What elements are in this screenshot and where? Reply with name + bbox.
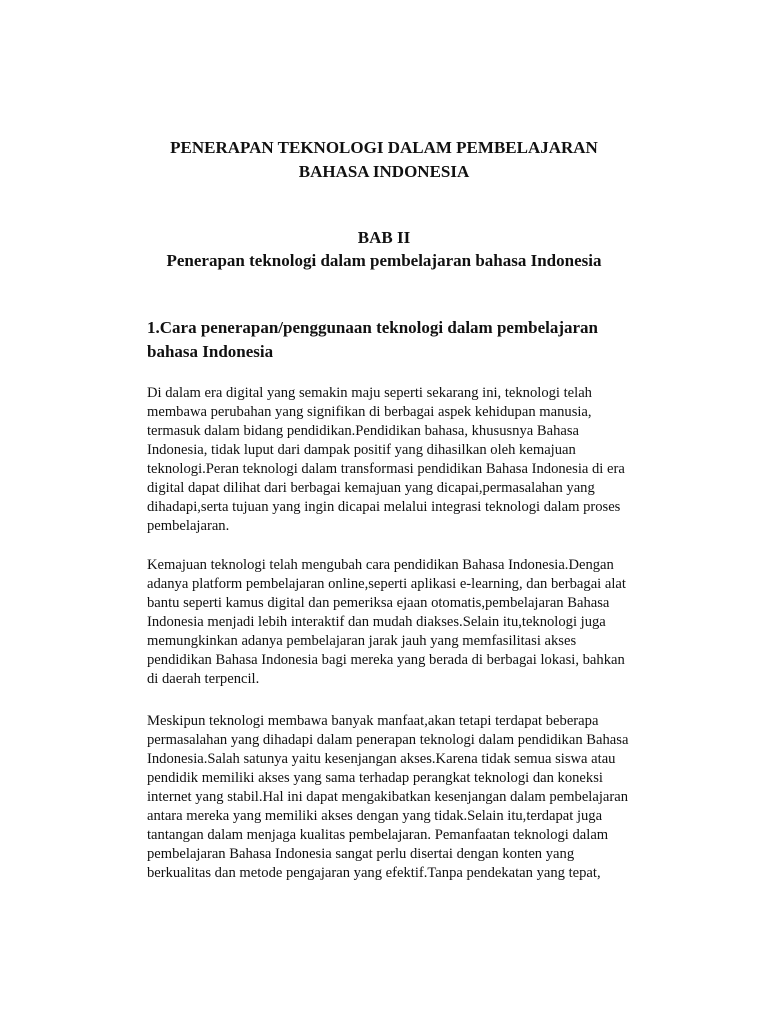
paragraph-line: Di dalam era digital yang semakin maju seperti sekarang ini, teknologi telah bbox=[147, 385, 592, 401]
paragraph-line: membawa perubahan yang signifikan di berbagai aspek kehidupan manusia, bbox=[147, 404, 592, 420]
paragraph-line: antara mereka yang memiliki akses dengan yang tidak.Selain itu,terdapat juga bbox=[147, 808, 603, 824]
chapter-title: Penerapan teknologi dalam pembelajaran bahasa Indonesia bbox=[166, 251, 602, 270]
body-paragraph bbox=[147, 556, 659, 689]
paragraph-line: pendidikan Bahasa Indonesia bagi mereka yang berada di berbagai lokasi, bahkan bbox=[147, 652, 625, 668]
document-title-line: PENERAPAN TEKNOLOGI DALAM PEMBELAJARAN bbox=[170, 138, 598, 157]
paragraph-line: digital dapat dilihat dari berbagai kemajuan yang dicapai,permasalahan yang bbox=[147, 480, 595, 496]
paragraph-line: berkualitas dan metode pengajaran yang efektif.Tanpa pendekatan yang tepat, bbox=[147, 865, 601, 881]
paragraph-line: Kemajuan teknologi telah mengubah cara pendidikan Bahasa Indonesia.Dengan bbox=[147, 557, 614, 573]
body-paragraph bbox=[147, 712, 659, 883]
paragraph-line: Meskipun teknologi membawa banyak manfaat,akan tetapi terdapat beberapa bbox=[147, 713, 599, 729]
paragraph-line: Indonesia, tidak luput dari dampak positif yang dihasilkan oleh kemajuan bbox=[147, 442, 576, 458]
paragraph-line: pembelajaran. bbox=[147, 518, 230, 534]
paragraph-line: di daerah terpencil. bbox=[147, 671, 260, 687]
paragraph-line: adanya platform pembelajaran online,seperti aplikasi e-learning, dan berbagai alat bbox=[147, 576, 626, 592]
paragraph-line: memungkinkan adanya pembelajaran jarak jauh yang memfasilitasi akses bbox=[147, 633, 577, 649]
paragraph-line: Indonesia menjadi lebih interaktif dan mudah diakses.Selain itu,teknologi juga bbox=[147, 614, 606, 630]
section-heading bbox=[147, 316, 667, 364]
section-heading-line: 1.Cara penerapan/penggunaan teknologi dalam pembelajaran bbox=[147, 318, 599, 337]
paragraph-line: pembelajaran Bahasa Indonesia sangat perlu disertai dengan konten yang bbox=[147, 846, 575, 862]
paragraph-line: dihadapi,serta tujuan yang ingin dicapai melalui integrasi teknologi dalam proses bbox=[147, 499, 621, 515]
paragraph-line: internet yang stabil.Hal ini dapat mengakibatkan kesenjangan dalam pembelajaran bbox=[147, 789, 629, 805]
paragraph-line: tantangan dalam menjaga kualitas pembelajaran. Pemanfaatan teknologi dalam bbox=[147, 827, 609, 843]
paragraph-line: permasalahan yang dihadapi dalam penerapan teknologi dalam pendidikan Bahasa bbox=[147, 732, 629, 748]
body-paragraph bbox=[147, 384, 659, 536]
document-title-line: BAHASA INDONESIA bbox=[298, 162, 470, 181]
paragraph-line: pendidik memiliki akses yang sama terhadap perangkat teknologi dan koneksi bbox=[147, 770, 603, 786]
paragraph-line: bantu seperti kamus digital dan pemeriksa ejaan otomatis,pembelajaran Bahasa bbox=[147, 595, 610, 611]
chapter-label: BAB II bbox=[357, 228, 411, 247]
section-heading-line: bahasa Indonesia bbox=[147, 342, 274, 361]
paragraph-line: teknologi.Peran teknologi dalam transformasi pendidikan Bahasa Indonesia di era bbox=[147, 461, 625, 477]
document-title bbox=[100, 136, 668, 184]
paragraph-line: termasuk dalam bidang pendidikan.Pendidikan bahasa, khususnya Bahasa bbox=[147, 423, 580, 439]
paragraph-line: Indonesia.Salah satunya yaitu kesenjangan akses.Karena tidak semua siswa atau bbox=[147, 751, 616, 767]
